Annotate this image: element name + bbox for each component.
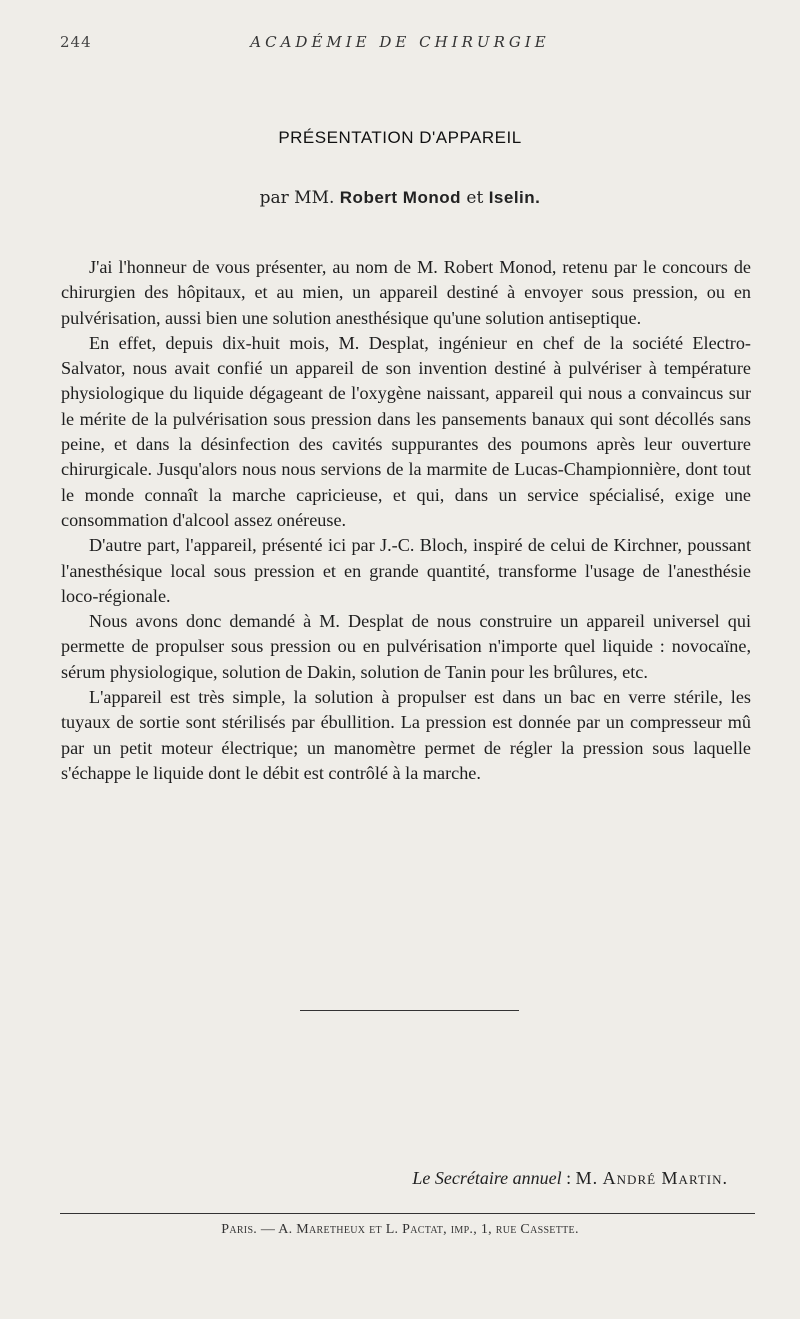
paragraph-4: Nous avons donc demandé à M. Desplat de nous construire un appareil universel qui permette de propulser sous pression ou en pulvérisation n'importe quel liquide : novocaïne, sérum physiologique, solution de Dakin, solution de Tanin pour les brûlures, etc. <box>61 611 751 682</box>
signature-name: M. André Martin. <box>575 1168 728 1188</box>
article-body <box>61 255 751 786</box>
paragraph-3: D'autre part, l'appareil, présenté ici par J.-C. Bloch, inspiré de celui de Kirchner, poussant l'anesthésique local sous pression et en grande quantité, transforme l'usage de l'anesthésie loco-régionale. <box>61 535 751 606</box>
paragraph-5: L'appareil est très simple, la solution à propulser est dans un bac en verre stérile, les tuyaux de sortie sont stérilisés par ébullition. La pression est donnée par un compresseur mû par un petit moteur électrique; un manomètre permet de régler la pression sous laquelle s'échappe le liquide dont le débit est contrôlé à la marche. <box>61 687 751 783</box>
footer-divider <box>60 1213 755 1214</box>
signature-separator: : <box>566 1168 572 1188</box>
paragraph-2: En effet, depuis dix-huit mois, M. Desplat, ingénieur en chef de la société Electro-Salvator, nous avait confié un appareil de son invention destiné à pulvériser à température physiologique du liquide dégageant de l'oxygène naissant, appareil qui nous a convaincus sur le mérite de la pulvérisation sous pression dans les pansements banaux qui sont décollés sans peine, et dans la désinfection des cavités suppurantes des poumons après leur ouverture chirurgicale. Jusqu'alors nous nous servions de la marmite de Lucas-Championnière, dont tout le monde connaît la marche capricieuse, et qui, dans un service spécialisé, exige une consommation d'alcool assez onéreuse. <box>61 332 751 530</box>
byline-conjunction: et <box>466 188 484 208</box>
page-number: 244 <box>60 33 92 51</box>
paragraph-1: J'ai l'honneur de vous présenter, au nom de M. Robert Monod, retenu par le concours de chirurgien des hôpitaux, et au mien, un appareil destiné à envoyer sous pression, ou en pulvérisation, aussi bien une solution anesthésique qu'une solution antiseptique. <box>61 257 751 328</box>
author-2: Iselin. <box>488 188 541 207</box>
running-head: ACADÉMIE DE CHIRURGIE <box>250 33 550 51</box>
section-title: PRÉSENTATION D'APPAREIL <box>278 128 522 147</box>
byline <box>0 188 800 208</box>
printer-imprint: Paris. — A. Maretheux et L. Pactat, imp., 1, rue Cassette. <box>221 1222 579 1237</box>
signature <box>412 1168 728 1189</box>
section-divider <box>300 1010 519 1011</box>
signature-role: Le Secrétaire annuel <box>412 1168 562 1188</box>
author-1: Robert Monod <box>339 188 461 207</box>
byline-prefix: par MM. <box>259 188 335 208</box>
